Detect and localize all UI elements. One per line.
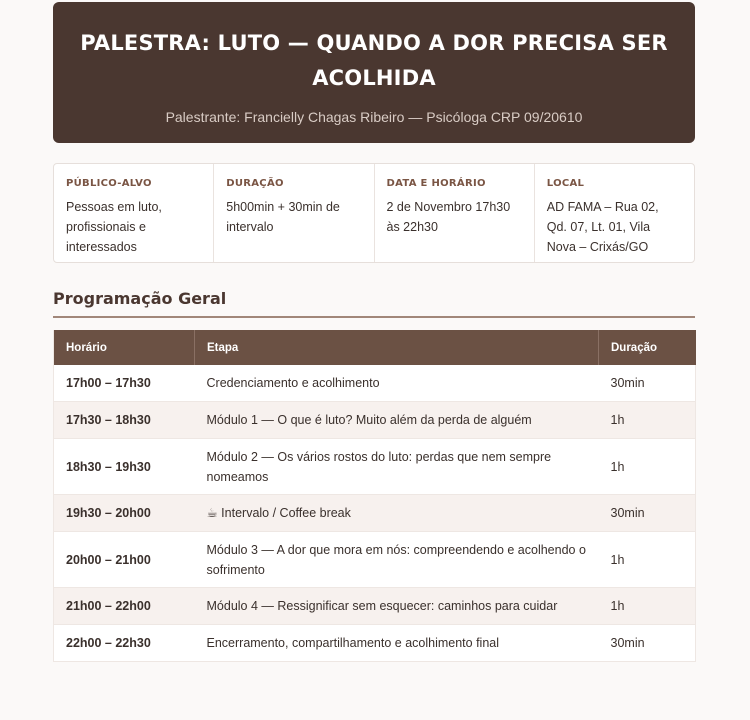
- row-time: 18h30 – 19h30: [54, 439, 195, 495]
- row-step: Módulo 1 — O que é luto? Muito além da perda de alguém: [195, 402, 599, 439]
- row-duration: 30min: [599, 365, 696, 402]
- speaker-line: Palestrante: Francielly Chagas Ribeiro — Psicóloga CRP 09/20610: [165, 109, 583, 125]
- table-row: [54, 588, 696, 625]
- row-time: 21h00 – 22h00: [54, 588, 195, 625]
- row-time: 20h00 – 21h00: [54, 532, 195, 588]
- column-header-time: Horário: [54, 330, 195, 365]
- info-value: Pessoas em luto, profissionais e interessados: [66, 200, 162, 254]
- info-label: DURAÇÃO: [226, 178, 284, 189]
- event-info-panel: [53, 163, 695, 263]
- table-row: [54, 402, 696, 439]
- row-time: 19h30 – 20h00: [54, 495, 195, 532]
- row-time: 17h00 – 17h30: [54, 365, 195, 402]
- row-step: Encerramento, compartilhamento e acolhimento final: [195, 625, 599, 662]
- column-header-duration: Duração: [599, 330, 696, 365]
- row-duration: 30min: [599, 495, 696, 532]
- row-duration: 30min: [599, 625, 696, 662]
- info-date-time: [375, 164, 535, 262]
- row-step: Credenciamento e acolhimento: [195, 365, 599, 402]
- row-step: Módulo 2 — Os vários rostos do luto: perdas que nem sempre nomeamos: [195, 439, 599, 495]
- event-header: [53, 2, 695, 143]
- row-duration: 1h: [599, 402, 696, 439]
- info-location: [535, 164, 694, 262]
- row-step: Módulo 3 — A dor que mora em nós: compreendendo e acolhendo o sofrimento: [195, 532, 599, 588]
- info-value: AD FAMA – Rua 02, Qd. 07, Lt. 01, Vila Nova – Crixás/GO: [546, 200, 659, 254]
- section-title: Programação Geral: [53, 289, 227, 308]
- row-time: 22h00 – 22h30: [54, 625, 195, 662]
- schedule-table: [53, 330, 696, 662]
- row-step: Módulo 4 — Ressignificar sem esquecer: caminhos para cuidar: [195, 588, 599, 625]
- info-duration: [214, 164, 374, 262]
- info-label: PÚBLICO-ALVO: [66, 178, 152, 189]
- info-audience: [54, 164, 214, 262]
- table-row: [54, 532, 696, 588]
- row-step: ☕ Intervalo / Coffee break: [195, 495, 599, 532]
- row-duration: 1h: [599, 439, 696, 495]
- row-time: 17h30 – 18h30: [54, 402, 195, 439]
- info-label: DATA E HORÁRIO: [386, 178, 486, 189]
- column-header-step: Etapa: [195, 330, 599, 365]
- row-duration: 1h: [599, 532, 696, 588]
- info-value: 5h00min + 30min de intervalo: [226, 200, 340, 234]
- info-label: LOCAL: [546, 178, 585, 189]
- table-row: [54, 495, 696, 532]
- table-row: [54, 365, 696, 402]
- row-duration: 1h: [599, 588, 696, 625]
- info-value: 2 de Novembro 17h30 às 22h30: [386, 200, 511, 234]
- table-header-row: [54, 330, 696, 365]
- table-row: [54, 439, 696, 495]
- table-row: [54, 625, 696, 662]
- event-title: PALESTRA: LUTO — QUANDO A DOR PRECISA SER ACOLHIDA: [80, 31, 668, 90]
- section-divider: [53, 316, 695, 318]
